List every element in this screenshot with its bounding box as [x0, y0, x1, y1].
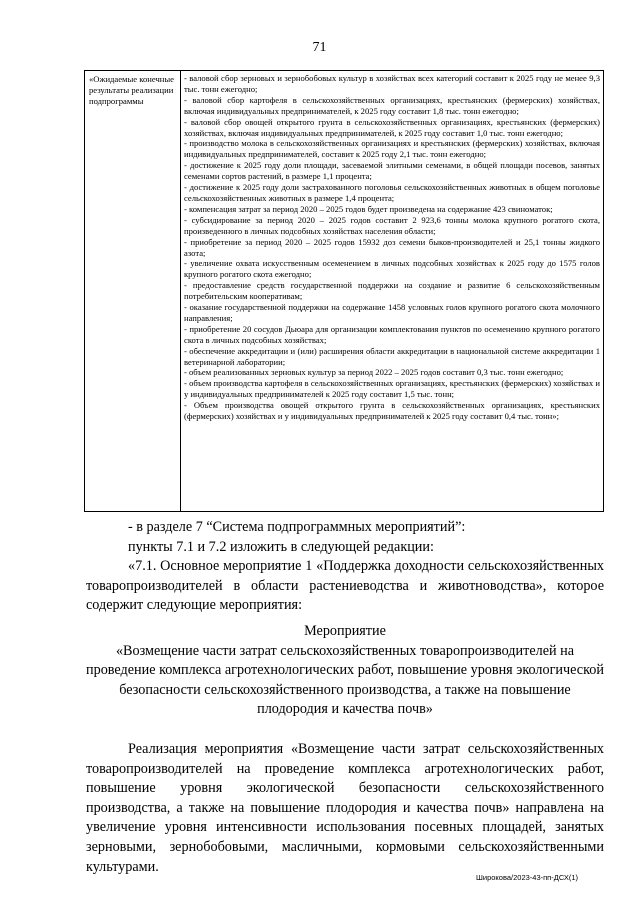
- section-instructions: [86, 518, 604, 616]
- result-item: - Объем производства овощей открытого грунта в сельскохозяйственных организациях, крестьянских (фермерских) хозяйствах и у индивидуальных предпринимателей к 2025 году составит 0,4 тыс. тонн»;: [184, 400, 600, 422]
- implementation-paragraph: Реализация мероприятия «Возмещение части затрат сельскохозяйственных товаропроизводителей на проведение комплекса агротехнологических работ, повышение уровня экологической безопасности сельскохозяйственного производства, а также на повышение плодородия и качества почв» направлена на увеличение уровня интенсивности использования посевных площадей, занятых зерновыми, зернобобовыми, масличными, кормовыми сельскохозяйственными культурами.: [86, 741, 604, 875]
- result-item: - субсидирование за период 2020 – 2025 годов составит 2 923,6 тонны молока крупного рогатого скота, произведенного в личных подсобных хозяйствах населения области;: [184, 214, 600, 236]
- implementation-block: [86, 740, 604, 877]
- result-item: - валовой сбор картофеля в сельскохозяйственных организациях, крестьянских (фермерских) хозяйствах, включая индивидуальных предпринимателей, к 2025 году составит 1,8 тыс. тонн ежегодно;: [184, 94, 600, 116]
- result-item: - приобретение 20 сосудов Дьюара для организации комплектования пунктов по осеменению крупного рогатого скота в личных подсобных хозяйствах;: [184, 323, 600, 345]
- result-item: - обеспечение аккредитации и (или) расширения области аккредитации в национальной системе аккредитации 1 ветеринарной лаборатории;: [184, 345, 600, 367]
- result-item: - валовой сбор зерновых и зернобобовых культур в хозяйствах всех категорий составит к 2025 году не менее 9,3 тыс. тонн ежегодно;: [184, 73, 600, 94]
- measure-heading: Мероприятие: [304, 623, 386, 639]
- measure-title: «Возмещение части затрат сельскохозяйственных товаропроизводителей на проведение комплекса агротехнологических работ, повышение уровня экологической безопасности сельскохозяйственного производства, а также на повышение плодородия и качества почв»: [86, 642, 604, 718]
- results-table: [84, 70, 604, 512]
- result-item: - приобретение за период 2020 – 2025 годов 15932 доз семени быков-производителей и 25,1 тонны жидкого азота;: [184, 236, 600, 258]
- result-item: - валовой сбор овощей открытого грунта в сельскохозяйственных организациях, крестьянских (фермерских) хозяйствах, включая индивидуальных предпринимателей, к 2025 году составит 1,0 тыс. тонн ежегодно;: [184, 116, 600, 138]
- points-line: пункты 7.1 и 7.2 изложить в следующей редакции:: [128, 538, 434, 555]
- result-item: - предоставление средств государственной поддержки на создание и развитие 6 сельскохозяйственным потребительским кооперативам;: [184, 280, 600, 302]
- result-item: - достижение к 2025 году доли застрахованного поголовья сельскохозяйственных животных в общем поголовье сельскохозяйственных животных в размере 1,4 процента;: [184, 182, 600, 203]
- result-item: - объем производства картофеля в сельскохозяйственных организациях, крестьянских (фермерских) хозяйствах и у индивидуальных предпринимателей к 2025 году составит 1,5 тыс. тонн;: [184, 378, 600, 400]
- result-item: - оказание государственной поддержки на содержание 1458 условных голов крупного рогатого скота молочного направления;: [184, 302, 600, 323]
- page-number: 71: [312, 40, 327, 55]
- table-left-cell: «Ожидаемые конечные результаты реализации подпрограммы: [85, 71, 181, 511]
- paragraph-7-1: «7.1. Основное мероприятие 1 «Поддержка доходности сельскохозяйственных товаропроизводителей в области растениеводства и животноводства», которое содержит следующие мероприятия:: [86, 558, 604, 614]
- table-right-cell: [181, 71, 603, 422]
- result-item: - объем реализованных зерновых культур за период 2022 – 2025 годов составит 0,3 тыс. тонн ежегодно;: [184, 367, 564, 378]
- result-item: - компенсация затрат за период 2020 – 2025 годов будет произведена на содержание 423 свиноматок;: [184, 203, 553, 214]
- measure-heading-block: [86, 622, 604, 720]
- document-footer: Широкова/2023-43-пп-ДСХ(1): [476, 873, 578, 882]
- result-item: - достижение к 2025 году доли площади, засеваемой элитными семенами, в общей площади посевов, занятых семенами сортов растений, в размере 1,1 процента;: [184, 160, 600, 182]
- section-7-line: - в разделе 7 “Система подпрограммных мероприятий”:: [128, 519, 466, 535]
- result-item: - производство молока в сельскохозяйственных организациях и крестьянских (фермерских) хозяйствах, включая индивидуальных предпринимателей, составит к 2025 году 2,1 тыс. тонн ежегодно;: [184, 138, 600, 160]
- result-item: - увеличение охвата искусственным осеменением в личных подсобных хозяйствах к 2025 году до 1575 голов крупного рогатого скота ежегодно;: [184, 258, 600, 280]
